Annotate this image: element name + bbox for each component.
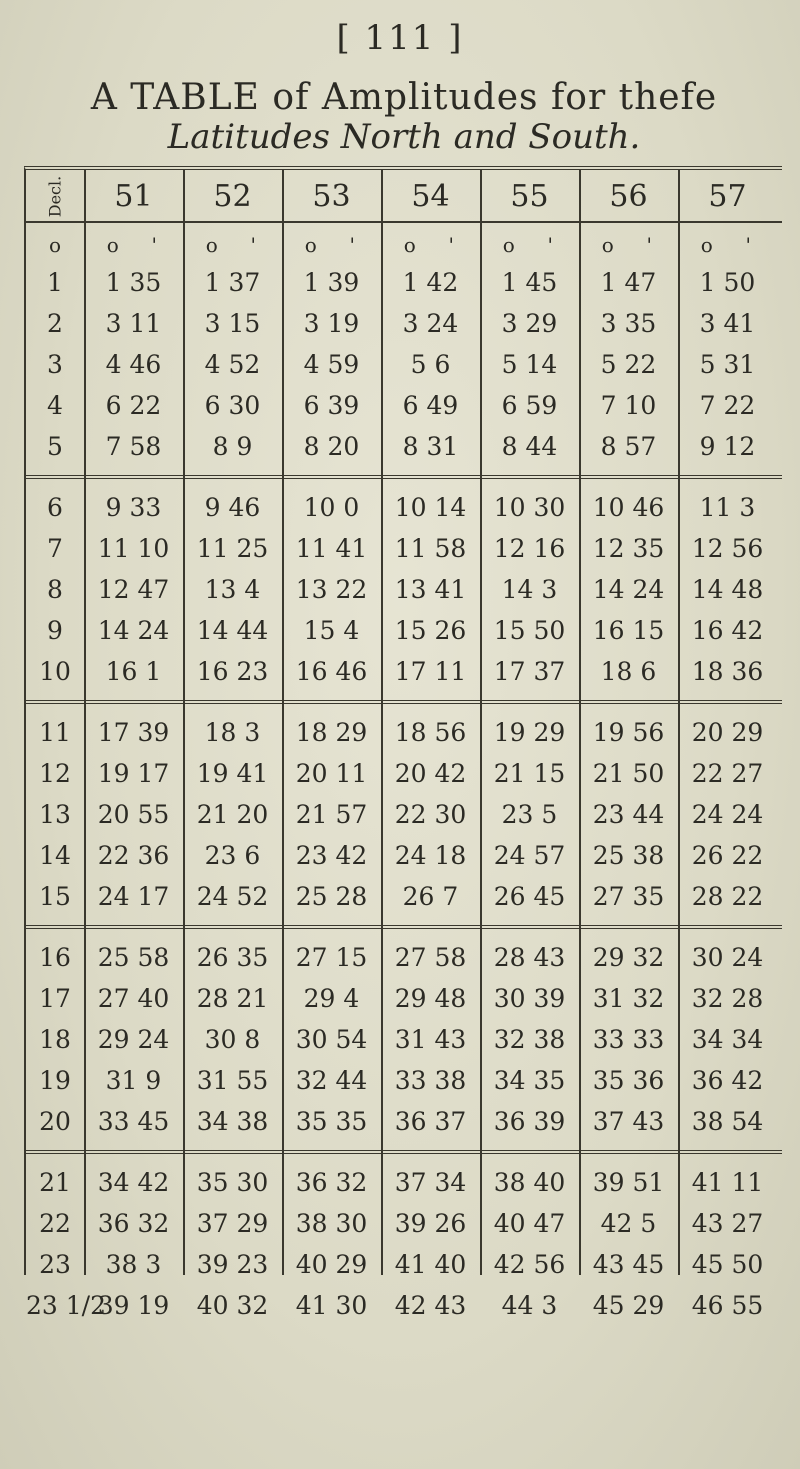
table-row bbox=[26, 1285, 782, 1326]
column-divider bbox=[282, 170, 284, 1275]
amplitude-value: 35 35 bbox=[295, 1107, 368, 1136]
table-row bbox=[26, 303, 782, 344]
units-degrees: o bbox=[205, 233, 218, 257]
units-minutes: ' bbox=[448, 233, 454, 257]
amplitude-value: 17 11 bbox=[394, 657, 467, 686]
amplitude-value: 31 55 bbox=[196, 1066, 269, 1095]
amplitude-value: 10 46 bbox=[592, 493, 665, 522]
amplitude-value: 14 44 bbox=[196, 616, 269, 645]
amplitude-value: 19 56 bbox=[592, 718, 665, 747]
amplitude-value: 6 49 bbox=[402, 391, 459, 420]
latitude-label: 21 bbox=[39, 1168, 71, 1197]
amplitude-value: 21 50 bbox=[592, 759, 665, 788]
amplitude-value: 13 41 bbox=[394, 575, 467, 604]
amplitude-value: 29 24 bbox=[97, 1025, 170, 1054]
latitude-label: 22 bbox=[39, 1209, 71, 1238]
amplitude-value: 30 24 bbox=[691, 943, 764, 972]
amplitude-value: 8 20 bbox=[303, 432, 360, 461]
units-degrees: o bbox=[106, 233, 119, 257]
latitude-label: 20 bbox=[39, 1107, 71, 1136]
amplitude-value: 12 35 bbox=[592, 534, 665, 563]
amplitude-value: 26 35 bbox=[196, 943, 269, 972]
amplitude-value: 40 29 bbox=[295, 1250, 368, 1279]
title-line-1: A TABLE of Amplitudes for thefe bbox=[90, 77, 718, 118]
amplitude-value: 34 34 bbox=[691, 1025, 764, 1054]
column-divider bbox=[678, 170, 680, 1275]
amplitude-value: 5 14 bbox=[501, 350, 558, 379]
amplitude-value: 23 44 bbox=[592, 800, 665, 829]
amplitude-value: 20 29 bbox=[691, 718, 764, 747]
amplitude-value: 33 38 bbox=[394, 1066, 467, 1095]
amplitude-value: 27 15 bbox=[295, 943, 368, 972]
amplitude-value: 39 26 bbox=[394, 1209, 467, 1238]
amplitude-value: 1 42 bbox=[402, 268, 459, 297]
latitude-label: 11 bbox=[39, 718, 71, 747]
amplitude-value: 24 18 bbox=[394, 841, 467, 870]
amplitude-value: 15 4 bbox=[303, 616, 360, 645]
latitude-label: 2 bbox=[47, 309, 63, 338]
amplitude-value: 14 48 bbox=[691, 575, 764, 604]
amplitude-value: 25 58 bbox=[97, 943, 170, 972]
corner-label: Decl. bbox=[45, 175, 65, 218]
amplitude-value: 26 22 bbox=[691, 841, 764, 870]
amplitude-value: 20 55 bbox=[97, 800, 170, 829]
title-line-2: Latitudes North and South. bbox=[167, 117, 641, 157]
amplitude-value: 12 56 bbox=[691, 534, 764, 563]
amplitude-value: 16 1 bbox=[105, 657, 162, 686]
latitude-label: 15 bbox=[39, 882, 71, 911]
amplitude-value: 4 59 bbox=[303, 350, 360, 379]
amplitude-value: 18 6 bbox=[600, 657, 657, 686]
amplitude-value: 36 32 bbox=[295, 1168, 368, 1197]
group-rule bbox=[26, 1150, 782, 1154]
latitude-label: 6 bbox=[47, 493, 63, 522]
amplitude-value: 15 50 bbox=[493, 616, 566, 645]
table-row bbox=[26, 835, 782, 876]
amplitude-value: 23 42 bbox=[295, 841, 368, 870]
amplitude-value: 1 47 bbox=[600, 268, 657, 297]
amplitude-value: 23 5 bbox=[501, 800, 558, 829]
latitude-label: 23 1/2 bbox=[26, 1291, 106, 1320]
units-degrees: o bbox=[304, 233, 317, 257]
table-row bbox=[26, 1203, 782, 1244]
table-row bbox=[26, 978, 782, 1019]
table-row bbox=[26, 426, 782, 467]
amplitude-value: 35 30 bbox=[196, 1168, 269, 1197]
amplitude-value: 14 24 bbox=[97, 616, 170, 645]
amplitude-value: 26 45 bbox=[493, 882, 566, 911]
amplitude-value: 30 54 bbox=[295, 1025, 368, 1054]
amplitude-value: 29 48 bbox=[394, 984, 467, 1013]
amplitude-value: 41 11 bbox=[691, 1168, 764, 1197]
latitude-label: 7 bbox=[47, 534, 63, 563]
header-rule bbox=[26, 221, 782, 223]
table-row bbox=[26, 569, 782, 610]
units-minutes: ' bbox=[250, 233, 256, 257]
amplitude-value: 38 3 bbox=[105, 1250, 162, 1279]
amplitude-value: 36 32 bbox=[97, 1209, 170, 1238]
amplitude-value: 18 56 bbox=[394, 718, 467, 747]
latitude-label: 5 bbox=[47, 432, 63, 461]
amplitude-value: 34 35 bbox=[493, 1066, 566, 1095]
latitude-label: 9 bbox=[47, 616, 63, 645]
latitude-label: 18 bbox=[39, 1025, 71, 1054]
column-header-57: 57 bbox=[708, 179, 747, 214]
amplitude-table bbox=[24, 166, 782, 1320]
amplitude-value: 6 39 bbox=[303, 391, 360, 420]
table-row bbox=[26, 651, 782, 692]
column-divider bbox=[84, 170, 86, 1275]
amplitude-value: 24 24 bbox=[691, 800, 764, 829]
units-minutes: ' bbox=[349, 233, 355, 257]
table-row bbox=[26, 1060, 782, 1101]
page-number: [ 111 ] bbox=[336, 18, 464, 58]
amplitude-value: 43 45 bbox=[592, 1250, 665, 1279]
amplitude-value: 14 3 bbox=[501, 575, 558, 604]
column-header-53: 53 bbox=[312, 179, 351, 214]
amplitude-value: 18 3 bbox=[204, 718, 261, 747]
amplitude-value: 7 10 bbox=[600, 391, 657, 420]
amplitude-value: 3 41 bbox=[699, 309, 756, 338]
amplitude-value: 37 43 bbox=[592, 1107, 665, 1136]
amplitude-value: 7 22 bbox=[699, 391, 756, 420]
table-row bbox=[26, 876, 782, 917]
amplitude-value: 11 3 bbox=[699, 493, 756, 522]
units-degrees: o bbox=[601, 233, 614, 257]
amplitude-value: 35 36 bbox=[592, 1066, 665, 1095]
latitude-label: 3 bbox=[47, 350, 63, 379]
amplitude-value: 14 24 bbox=[592, 575, 665, 604]
units-minutes: ' bbox=[151, 233, 157, 257]
amplitude-value: 22 27 bbox=[691, 759, 764, 788]
amplitude-value: 3 15 bbox=[204, 309, 261, 338]
amplitude-value: 18 36 bbox=[691, 657, 764, 686]
amplitude-value: 1 39 bbox=[303, 268, 360, 297]
column-header-51: 51 bbox=[114, 179, 153, 214]
table-row bbox=[26, 794, 782, 835]
units-degrees: o bbox=[502, 233, 515, 257]
amplitude-value: 11 41 bbox=[295, 534, 368, 563]
amplitude-value: 20 11 bbox=[295, 759, 368, 788]
amplitude-value: 3 35 bbox=[600, 309, 657, 338]
amplitude-value: 1 50 bbox=[699, 268, 756, 297]
amplitude-value: 24 57 bbox=[493, 841, 566, 870]
latitude-label: 14 bbox=[39, 841, 71, 870]
units-degrees: o bbox=[403, 233, 416, 257]
amplitude-value: 3 11 bbox=[105, 309, 162, 338]
amplitude-value: 28 21 bbox=[196, 984, 269, 1013]
amplitude-value: 16 15 bbox=[592, 616, 665, 645]
amplitude-value: 39 23 bbox=[196, 1250, 269, 1279]
group-rule bbox=[26, 700, 782, 704]
amplitude-value: 30 39 bbox=[493, 984, 566, 1013]
amplitude-value: 12 47 bbox=[97, 575, 170, 604]
amplitude-value: 41 30 bbox=[295, 1291, 368, 1320]
amplitude-value: 27 35 bbox=[592, 882, 665, 911]
amplitude-value: 6 22 bbox=[105, 391, 162, 420]
amplitude-value: 11 25 bbox=[196, 534, 269, 563]
amplitude-value: 42 43 bbox=[394, 1291, 467, 1320]
amplitude-value: 11 10 bbox=[97, 534, 170, 563]
group-rule bbox=[26, 475, 782, 479]
table-row bbox=[26, 610, 782, 651]
amplitude-value: 23 6 bbox=[204, 841, 261, 870]
amplitude-value: 8 44 bbox=[501, 432, 558, 461]
amplitude-value: 42 56 bbox=[493, 1250, 566, 1279]
amplitude-value: 21 15 bbox=[493, 759, 566, 788]
table-row bbox=[26, 487, 782, 528]
amplitude-value: 29 32 bbox=[592, 943, 665, 972]
amplitude-value: 27 58 bbox=[394, 943, 467, 972]
amplitude-value: 21 20 bbox=[196, 800, 269, 829]
amplitude-value: 36 39 bbox=[493, 1107, 566, 1136]
amplitude-value: 34 42 bbox=[97, 1168, 170, 1197]
amplitude-value: 8 31 bbox=[402, 432, 459, 461]
amplitude-value: 22 36 bbox=[97, 841, 170, 870]
latitude-label: 1 bbox=[47, 268, 63, 297]
amplitude-value: 9 46 bbox=[204, 493, 261, 522]
column-header-54: 54 bbox=[411, 179, 450, 214]
amplitude-value: 31 32 bbox=[592, 984, 665, 1013]
amplitude-value: 29 4 bbox=[303, 984, 360, 1013]
amplitude-value: 44 3 bbox=[501, 1291, 558, 1320]
amplitude-value: 1 37 bbox=[204, 268, 261, 297]
table-row bbox=[26, 937, 782, 978]
amplitude-value: 39 19 bbox=[97, 1291, 170, 1320]
amplitude-value: 6 30 bbox=[204, 391, 261, 420]
amplitude-value: 31 43 bbox=[394, 1025, 467, 1054]
column-header-52: 52 bbox=[213, 179, 252, 214]
amplitude-value: 19 17 bbox=[97, 759, 170, 788]
latitude-label: 8 bbox=[47, 575, 63, 604]
units-row bbox=[26, 225, 782, 266]
amplitude-value: 32 44 bbox=[295, 1066, 368, 1095]
amplitude-value: 37 34 bbox=[394, 1168, 467, 1197]
column-divider bbox=[183, 170, 185, 1275]
latitude-label: 4 bbox=[47, 391, 63, 420]
amplitude-value: 5 22 bbox=[600, 350, 657, 379]
amplitude-value: 33 33 bbox=[592, 1025, 665, 1054]
latitude-label: 17 bbox=[39, 984, 71, 1013]
units-minutes: ' bbox=[547, 233, 553, 257]
amplitude-value: 5 6 bbox=[410, 350, 451, 379]
amplitude-value: 34 38 bbox=[196, 1107, 269, 1136]
amplitude-value: 16 42 bbox=[691, 616, 764, 645]
amplitude-value: 28 43 bbox=[493, 943, 566, 972]
amplitude-value: 21 57 bbox=[295, 800, 368, 829]
amplitude-value: 4 46 bbox=[105, 350, 162, 379]
amplitude-value: 38 40 bbox=[493, 1168, 566, 1197]
amplitude-value: 5 31 bbox=[699, 350, 756, 379]
amplitude-value: 37 29 bbox=[196, 1209, 269, 1238]
amplitude-value: 1 35 bbox=[105, 268, 162, 297]
units-minutes: ' bbox=[646, 233, 652, 257]
amplitude-value: 45 29 bbox=[592, 1291, 665, 1320]
table-row bbox=[26, 344, 782, 385]
amplitude-value: 10 30 bbox=[493, 493, 566, 522]
amplitude-value: 9 33 bbox=[105, 493, 162, 522]
amplitude-value: 3 29 bbox=[501, 309, 558, 338]
table-title bbox=[28, 78, 780, 158]
amplitude-value: 8 57 bbox=[600, 432, 657, 461]
amplitude-value: 43 27 bbox=[691, 1209, 764, 1238]
amplitude-value: 12 16 bbox=[493, 534, 566, 563]
amplitude-value: 19 29 bbox=[493, 718, 566, 747]
table-row bbox=[26, 753, 782, 794]
amplitude-value: 6 59 bbox=[501, 391, 558, 420]
amplitude-value: 33 45 bbox=[97, 1107, 170, 1136]
amplitude-value: 24 17 bbox=[97, 882, 170, 911]
amplitude-value: 22 30 bbox=[394, 800, 467, 829]
amplitude-value: 19 41 bbox=[196, 759, 269, 788]
amplitude-value: 26 7 bbox=[402, 882, 459, 911]
amplitude-value: 32 28 bbox=[691, 984, 764, 1013]
latitude-label: 10 bbox=[39, 657, 71, 686]
amplitude-value: 9 12 bbox=[699, 432, 756, 461]
amplitude-value: 27 40 bbox=[97, 984, 170, 1013]
amplitude-value: 10 14 bbox=[394, 493, 467, 522]
column-divider bbox=[579, 170, 581, 1275]
amplitude-value: 4 52 bbox=[204, 350, 261, 379]
amplitude-value: 46 55 bbox=[691, 1291, 764, 1320]
table-row bbox=[26, 1244, 782, 1285]
amplitude-value: 25 38 bbox=[592, 841, 665, 870]
amplitude-value: 8 9 bbox=[212, 432, 253, 461]
amplitude-value: 13 22 bbox=[295, 575, 368, 604]
amplitude-value: 40 32 bbox=[196, 1291, 269, 1320]
amplitude-value: 39 51 bbox=[592, 1168, 665, 1197]
amplitude-value: 11 58 bbox=[394, 534, 467, 563]
amplitude-value: 38 30 bbox=[295, 1209, 368, 1238]
amplitude-value: 1 45 bbox=[501, 268, 558, 297]
latitude-label: 23 bbox=[39, 1250, 71, 1279]
amplitude-value: 16 23 bbox=[196, 657, 269, 686]
amplitude-value: 10 0 bbox=[303, 493, 360, 522]
column-header-56: 56 bbox=[609, 179, 648, 214]
units-lat: o bbox=[48, 233, 62, 257]
amplitude-value: 3 19 bbox=[303, 309, 360, 338]
amplitude-value: 13 4 bbox=[204, 575, 261, 604]
units-degrees: o bbox=[700, 233, 713, 257]
latitude-label: 19 bbox=[39, 1066, 71, 1095]
column-divider bbox=[480, 170, 482, 1275]
amplitude-value: 24 52 bbox=[196, 882, 269, 911]
amplitude-value: 36 42 bbox=[691, 1066, 764, 1095]
table-row bbox=[26, 712, 782, 753]
amplitude-value: 17 37 bbox=[493, 657, 566, 686]
amplitude-value: 32 38 bbox=[493, 1025, 566, 1054]
amplitude-value: 17 39 bbox=[97, 718, 170, 747]
amplitude-value: 18 29 bbox=[295, 718, 368, 747]
table-row bbox=[26, 385, 782, 426]
amplitude-value: 40 47 bbox=[493, 1209, 566, 1238]
amplitude-value: 30 8 bbox=[204, 1025, 261, 1054]
table-row bbox=[26, 1101, 782, 1142]
latitude-label: 12 bbox=[39, 759, 71, 788]
amplitude-value: 20 42 bbox=[394, 759, 467, 788]
amplitude-value: 42 5 bbox=[600, 1209, 657, 1238]
amplitude-value: 16 46 bbox=[295, 657, 368, 686]
column-divider bbox=[381, 170, 383, 1275]
amplitude-value: 38 54 bbox=[691, 1107, 764, 1136]
latitude-label: 13 bbox=[39, 800, 71, 829]
amplitude-value: 3 24 bbox=[402, 309, 459, 338]
header-row bbox=[26, 176, 782, 217]
amplitude-value: 31 9 bbox=[105, 1066, 162, 1095]
amplitude-value: 41 40 bbox=[394, 1250, 467, 1279]
amplitude-value: 45 50 bbox=[691, 1250, 764, 1279]
units-minutes: ' bbox=[745, 233, 751, 257]
table-row bbox=[26, 1162, 782, 1203]
amplitude-value: 7 58 bbox=[105, 432, 162, 461]
amplitude-value: 25 28 bbox=[295, 882, 368, 911]
amplitude-value: 15 26 bbox=[394, 616, 467, 645]
table-row bbox=[26, 528, 782, 569]
group-rule bbox=[26, 925, 782, 929]
column-header-55: 55 bbox=[510, 179, 549, 214]
amplitude-value: 36 37 bbox=[394, 1107, 467, 1136]
table-row bbox=[26, 1019, 782, 1060]
table-row bbox=[26, 262, 782, 303]
amplitude-value: 28 22 bbox=[691, 882, 764, 911]
latitude-label: 16 bbox=[39, 943, 71, 972]
